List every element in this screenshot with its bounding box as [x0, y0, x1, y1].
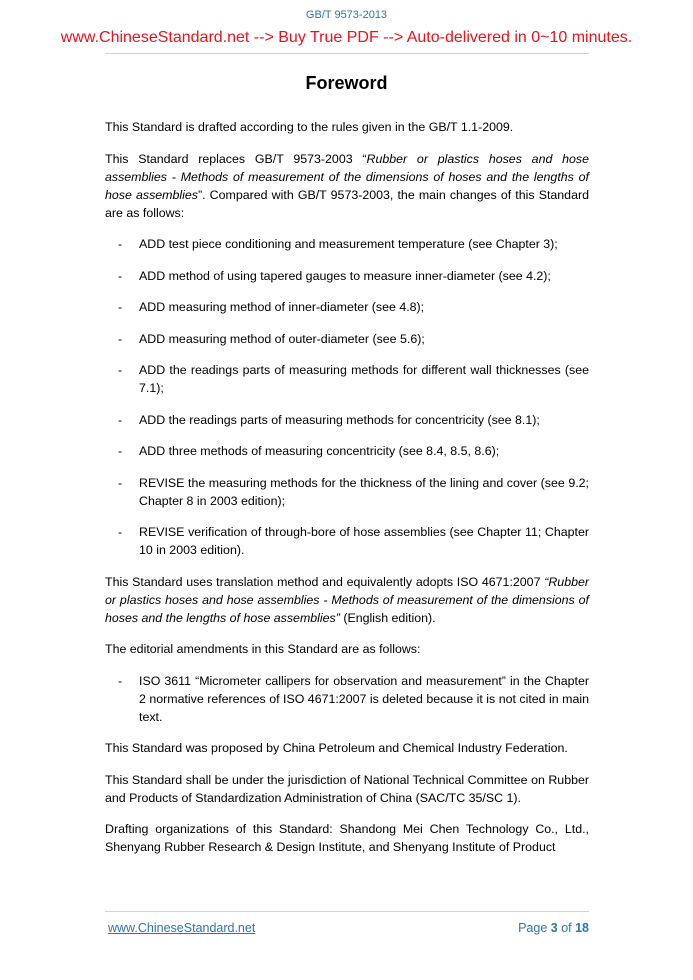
- list-item: [105, 298, 589, 316]
- paragraph: This Standard shall be under the jurisdiction of National Technical Committee on Rubber and Products of Standardization Administration of China (SAC/TC 35/SC 1).: [105, 772, 589, 805]
- paragraph: This Standard was proposed by China Petroleum and Chemical Industry Federation.: [105, 741, 568, 755]
- paragraph: [105, 150, 589, 222]
- list-item-text: REVISE verification of through-bore of hose assemblies (see Chapter 11; Chapter 10 in 2003 edition).: [139, 525, 589, 557]
- page-title: Foreword: [305, 73, 388, 93]
- text: ”. Compared with GB/T 9573-2003, the main changes of this Standard are as follows:: [105, 187, 589, 220]
- list-item: [105, 672, 589, 726]
- text-italic: Rubber or plastics hoses and hose assemblies - Methods of measurement of the dimensions of hoses and the lengths of hose assemblies: [105, 151, 589, 202]
- paragraph: This Standard is drafted according to the rules given in the GB/T 1.1-2009.: [105, 120, 514, 134]
- bullet-dash: -: [118, 268, 123, 283]
- list-item: [105, 442, 589, 460]
- list-item-text: ADD measuring method of inner-diameter (see 4.8);: [139, 300, 425, 314]
- list-item-text: ADD measuring method of outer-diameter (see 5.6);: [139, 331, 425, 346]
- list-item: [105, 523, 589, 559]
- current-page: 3: [550, 921, 558, 935]
- text: Page: [518, 921, 551, 935]
- text: of: [557, 921, 576, 935]
- list-item-text: ADD the readings parts of measuring methods for different wall thicknesses (see 7.1);: [139, 363, 589, 395]
- list-item: [105, 267, 589, 285]
- list-item-text: ADD test piece conditioning and measurement temperature (see Chapter 3);: [139, 237, 558, 251]
- list-item: [105, 474, 589, 510]
- amendments-list: [105, 672, 589, 726]
- list-item: [105, 330, 589, 348]
- promo-banner[interactable]: www.ChineseStandard.net --> Buy True PDF --> Auto-delivered in 0~10 minutes.: [60, 29, 633, 46]
- bullet-dash: -: [118, 300, 123, 314]
- text: This Standard replaces GB/T 9573-2003 “: [105, 151, 367, 166]
- bullet-dash: -: [118, 444, 123, 458]
- list-item-text: ISO 3611 “Micrometer callipers for observation and measurement” in the Chapter 2 normative references of ISO 4671:2007 is deleted because it is not cited in main text.: [139, 673, 589, 724]
- page-number: [518, 921, 589, 935]
- text: This Standard uses translation method and equivalently adopts ISO 4671:2007: [105, 574, 545, 589]
- footer-divider: [105, 911, 589, 912]
- bullet-dash: -: [118, 363, 123, 377]
- list-item: [105, 411, 589, 429]
- bullet-dash: -: [118, 673, 123, 688]
- footer-link[interactable]: www.ChineseStandard.net: [108, 921, 256, 935]
- bullet-dash: -: [118, 237, 123, 251]
- list-item: [105, 361, 589, 397]
- bullet-dash: -: [118, 412, 123, 427]
- paragraph: [105, 573, 589, 627]
- list-item-text: ADD three methods of measuring concentricity (see 8.4, 8.5, 8.6);: [139, 444, 500, 458]
- list-item-text: ADD method of using tapered gauges to measure inner-diameter (see 4.2);: [139, 268, 551, 283]
- bullet-dash: -: [118, 331, 123, 346]
- bullet-dash: -: [118, 475, 123, 490]
- bullet-dash: -: [118, 525, 123, 539]
- list-item: [105, 235, 589, 253]
- header-divider: [105, 53, 589, 54]
- text-italic: “Rubber or plastics hoses and hose assemblies - Methods of measurement of the dimensions of hoses and the lengths of hose assemblies”: [105, 574, 589, 625]
- paragraph: The editorial amendments in this Standard are as follows:: [105, 642, 421, 656]
- list-item-text: ADD the readings parts of measuring methods for concentricity (see 8.1);: [139, 412, 540, 427]
- document-body: [105, 118, 589, 870]
- standard-number: GB/T 9573-2013: [305, 9, 388, 21]
- text: (English edition).: [339, 610, 436, 625]
- changes-list: [105, 235, 589, 559]
- paragraph: Drafting organizations of this Standard: Shandong Mei Chen Technology Co., Ltd., Shenyang Rubber Research & Design Institute, and Shenyang Institute of Product: [105, 822, 589, 854]
- total-pages: 18: [575, 921, 589, 935]
- list-item-text: REVISE the measuring methods for the thickness of the lining and cover (see 9.2; Chapter 8 in 2003 edition);: [139, 475, 589, 508]
